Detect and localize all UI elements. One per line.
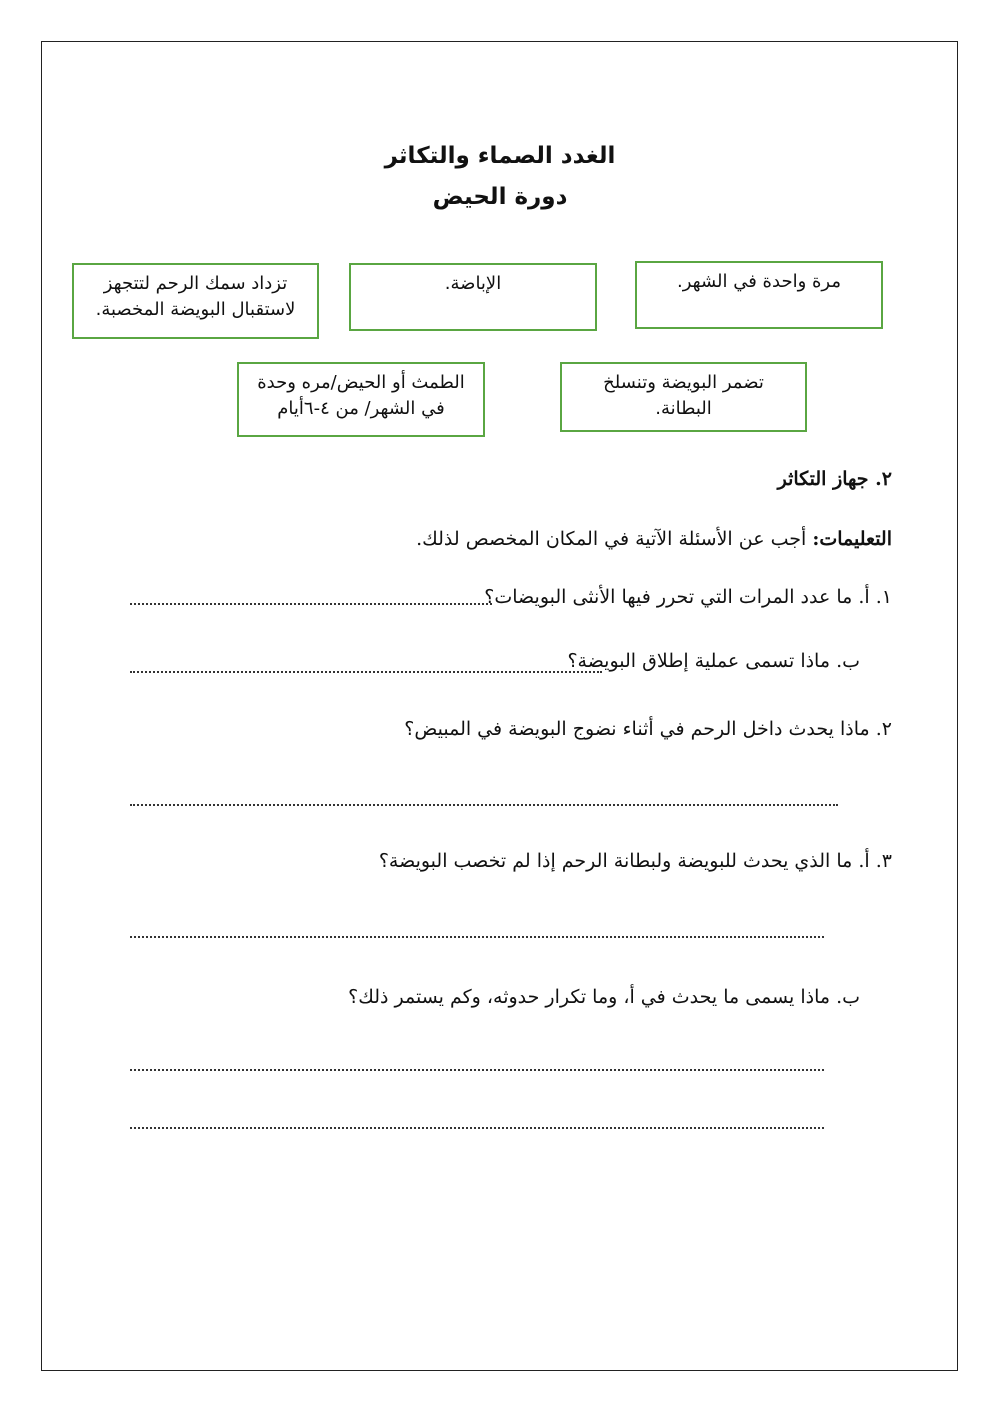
match-box-text: تزداد سمك الرحم لتتجهز (103, 273, 288, 294)
match-box-uterus-thickens[interactable] (72, 263, 319, 339)
match-box-text: في الشهر/ من ٤-٦أيام (277, 398, 445, 419)
page-title: الغدد الصماء والتكاثر (384, 143, 616, 169)
instructions (416, 528, 892, 550)
question-1a: ١. أ. ما عدد المرات التي تحرر فيها الأنثى البويضات؟ (484, 586, 892, 608)
answer-line-1b[interactable] (130, 671, 602, 673)
question-1b: ب. ماذا تسمى عملية إطلاق البويضة؟ (567, 650, 860, 672)
instructions-text: أجب عن الأسئلة الآتية في المكان المخصص لذلك. (416, 528, 807, 550)
answer-line-3b-1[interactable] (130, 1069, 824, 1071)
page-border (41, 41, 958, 1371)
match-box-menstruation[interactable] (237, 362, 485, 437)
match-box-text: مرة واحدة في الشهر. (677, 271, 841, 292)
answer-line-1a[interactable] (130, 603, 492, 605)
question-2: ٢. ماذا يحدث داخل الرحم في أثناء نضوج البويضة في المبيض؟ (404, 718, 892, 740)
instructions-label: التعليمات: (812, 528, 892, 550)
match-box-once-a-month[interactable] (635, 261, 883, 329)
match-box-text: الإباضة. (444, 273, 502, 294)
match-box-text: الطمث أو الحيض/مره وحدة (257, 372, 465, 393)
question-3a: ٣. أ. ما الذي يحدث للبويضة ولبطانة الرحم إذا لم تخصب البويضة؟ (378, 850, 892, 872)
page-subtitle: دورة الحيض (432, 184, 568, 210)
answer-line-3a[interactable] (130, 936, 824, 938)
match-box-text: لاستقبال البويضة المخصبة. (95, 299, 296, 320)
match-box-text: تضمر البويضة وتنسلخ (603, 372, 764, 393)
match-box-ovulation[interactable] (349, 263, 597, 331)
question-3b: ب. ماذا يسمى ما يحدث في أ، وما تكرار حدوثه، وكم يستمر ذلك؟ (348, 986, 860, 1008)
section-heading: ٢. جهاز التكاثر (777, 468, 892, 490)
match-box-text: البطانة. (655, 398, 712, 419)
answer-line-2[interactable] (130, 804, 838, 806)
answer-line-3b-2[interactable] (130, 1127, 824, 1129)
match-box-egg-degenerates[interactable] (560, 362, 807, 432)
